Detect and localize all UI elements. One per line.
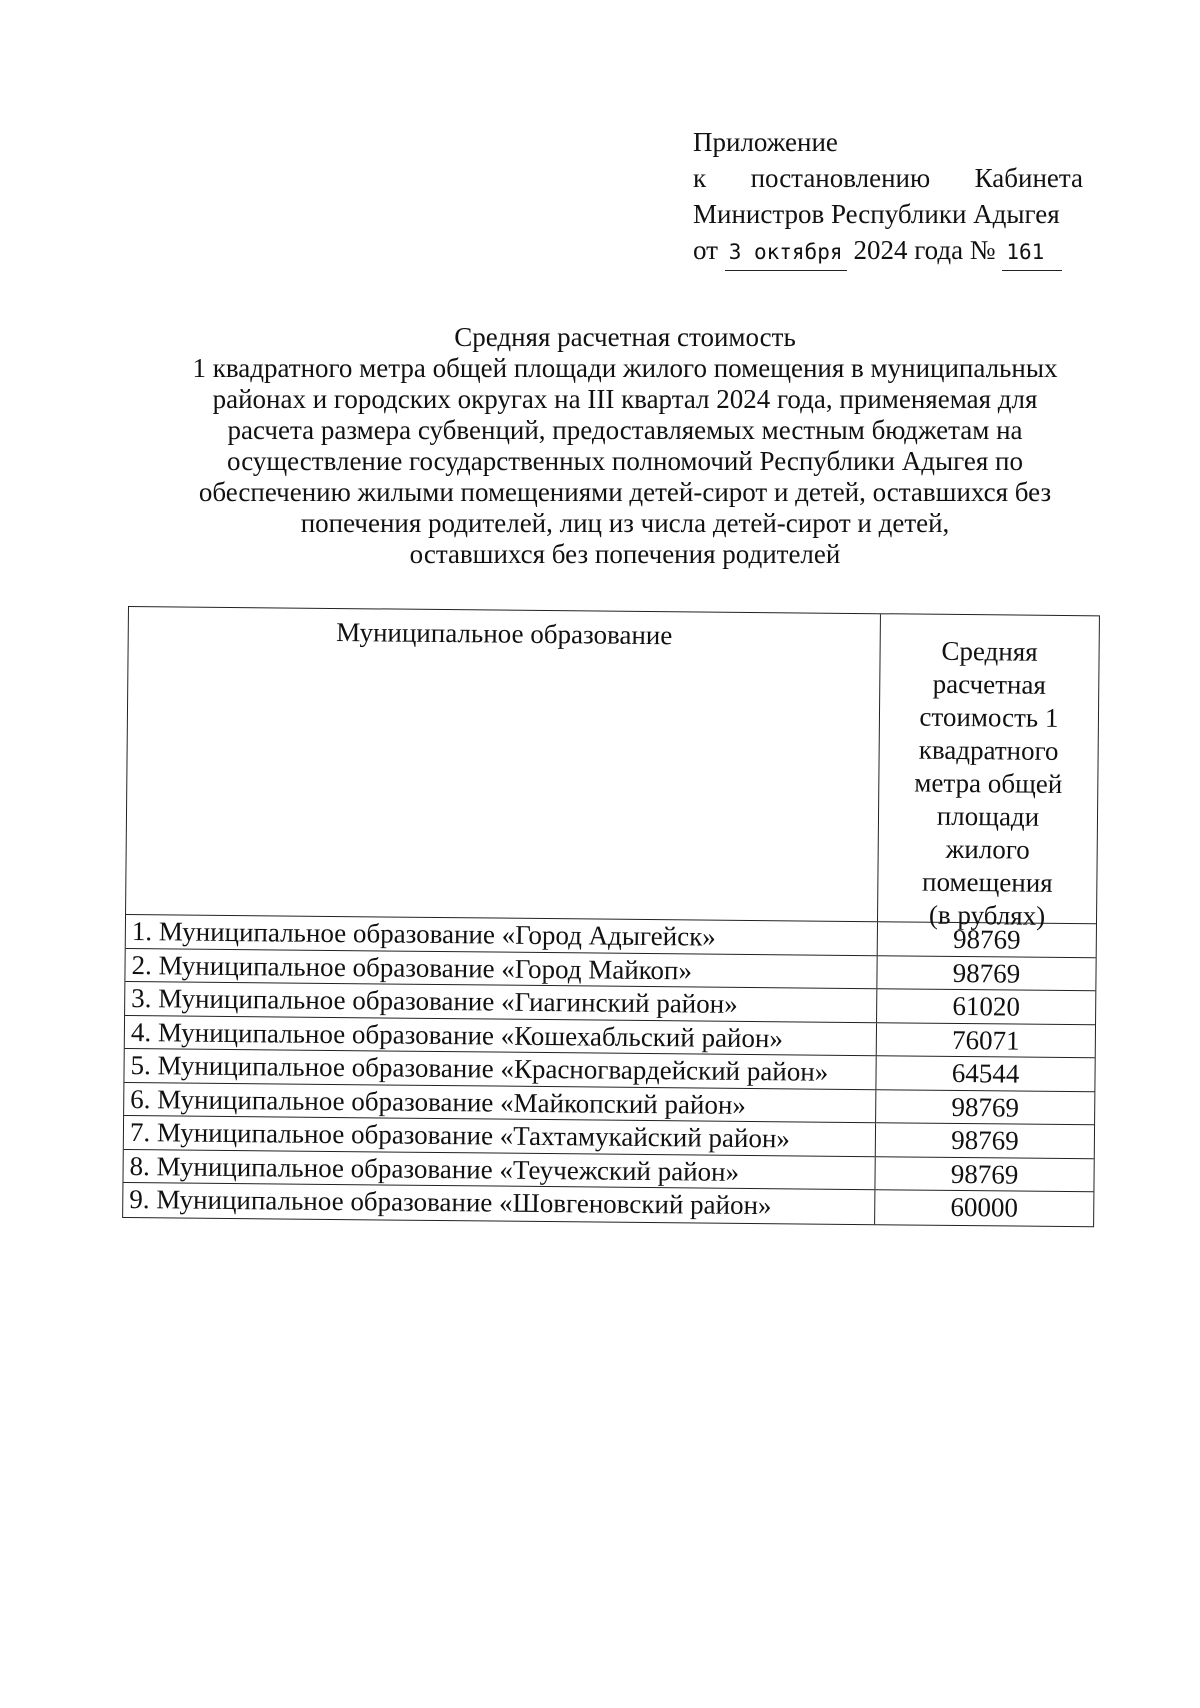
title-line: расчета размера субвенций, предоставляемых местным бюджетам на	[227, 415, 1023, 445]
title-line: обеспечению жилыми помещениями детей-сирот и детей, оставшихся без	[198, 477, 1052, 507]
appendix-word: Кабинета	[974, 163, 1083, 193]
cost-value: 98769	[952, 923, 1021, 955]
cost-value: 61020	[952, 990, 1021, 1022]
appendix-decree-line	[693, 160, 1083, 196]
cost-value: 98769	[950, 1158, 1019, 1190]
appendix-date-line	[693, 232, 1083, 271]
title-line: оставшихся без попечения родителей	[409, 539, 841, 569]
document-title	[150, 322, 1100, 570]
title-line: 1 квадратного метра общей площади жилого помещения в муниципальных	[192, 353, 1058, 383]
appendix-word: постановлению	[750, 163, 931, 193]
cost-value: 98769	[951, 1124, 1019, 1156]
header-cost-line: Средняя	[941, 635, 1038, 667]
header-cost-line: стоимость 1	[919, 701, 1059, 733]
title-line: попечения родителей, лиц из числа детей-сирот и детей,	[300, 508, 950, 538]
municipality-name: 3. Муниципальное образование «Гиагинский район»	[125, 982, 877, 1022]
handwritten-number: 161	[1002, 234, 1062, 271]
table-header	[126, 607, 1099, 931]
date-prefix: от	[693, 235, 718, 265]
municipality-name: 1. Муниципальное образование «Город Адыгейск»	[126, 915, 878, 955]
header-cost-line: площади	[936, 800, 1040, 832]
cost-value: 76071	[951, 1024, 1020, 1056]
cost-value: 98769	[951, 1091, 1020, 1123]
appendix-cabinet-line: Министров Республики Адыгея	[693, 199, 1060, 229]
municipality-name: 8. Муниципальное образование «Теучежский район»	[123, 1149, 875, 1189]
cost-value: 60000	[950, 1191, 1019, 1223]
header-cost-line: жилого	[945, 833, 1030, 865]
header-cost-line: квадратного	[918, 734, 1059, 766]
header-cost-line: (в рублях)	[928, 899, 1046, 931]
municipality-name: 6. Муниципальное образование «Майкопский район»	[124, 1082, 876, 1122]
municipality-name: 5. Муниципальное образование «Красногвардейский район»	[124, 1049, 876, 1089]
header-municipality: Муниципальное образование	[126, 607, 881, 921]
date-suffix: 2024 года №	[853, 235, 996, 265]
municipality-name: 4. Муниципальное образование «Кошехабльский район»	[125, 1015, 877, 1055]
cost-value: 64544	[951, 1057, 1020, 1089]
title-line: районах и городских округах на III квартал 2024 года, применяемая для	[212, 384, 1038, 414]
header-cost-line: расчетная	[932, 668, 1047, 700]
header-cost-line: помещения	[921, 866, 1053, 898]
title-line: Средняя расчетная стоимость	[454, 322, 796, 352]
municipality-name: 2. Муниципальное образование «Город Майкоп»	[125, 948, 877, 988]
appendix-reference	[693, 124, 1083, 271]
cost-table	[122, 606, 1100, 1227]
municipality-name: 9. Муниципальное образование «Шовгеновский район»	[123, 1183, 875, 1224]
title-line: осуществление государственных полномочий Республики Адыгея по	[227, 446, 1023, 476]
municipality-name: 7. Муниципальное образование «Тахтамукайский район»	[124, 1116, 876, 1156]
handwritten-date: 3 октября	[725, 234, 847, 271]
appendix-heading: Приложение	[693, 127, 838, 157]
header-cost	[878, 614, 1099, 931]
cost-value: 98769	[952, 957, 1021, 989]
header-cost-line: метра общей	[914, 767, 1063, 799]
appendix-word: к	[693, 163, 707, 193]
